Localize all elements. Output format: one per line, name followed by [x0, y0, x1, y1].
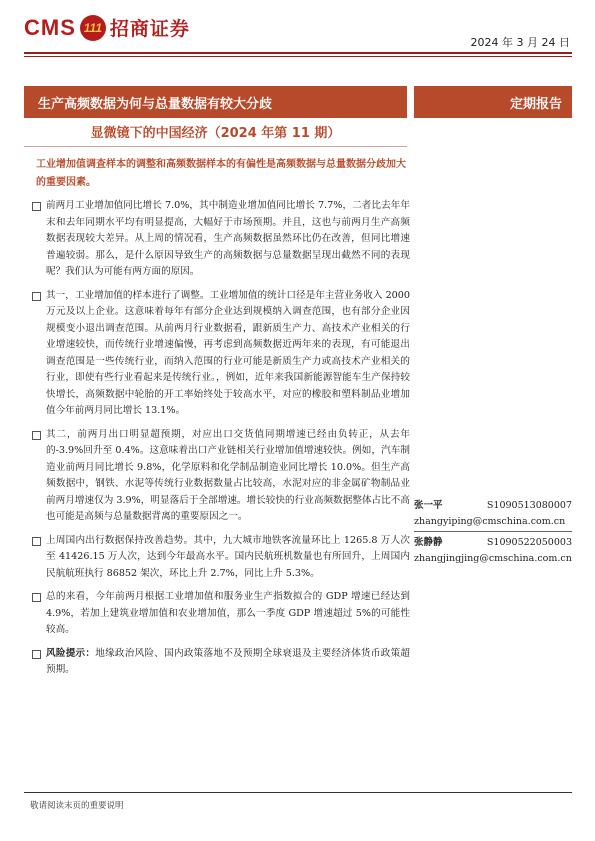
bullet-item: 总的来看，今年前两月根据工业增加值和服务业生产指数拟合的 GDP 增速已经达到 4.9%，若加上建筑业增加值和农业增加值，那么一季度 GDP 增速超过 5%的可能性较高。: [30, 589, 410, 639]
logo-cms-text: CMS: [24, 14, 76, 40]
author-email[interactable]: zhangyiping@cmschina.com.cn: [414, 515, 566, 527]
logo-company-name: 招商证券: [109, 18, 190, 40]
author-panel: [414, 498, 572, 568]
bullet-list: [30, 198, 410, 686]
subtitle-divider: [24, 146, 407, 147]
title-band: [24, 86, 407, 118]
author-license-id: S1090513080007: [486, 500, 572, 511]
author-row: [414, 498, 572, 514]
report-type-band: [414, 86, 572, 118]
author-license-id: S1090522050003: [486, 537, 572, 548]
author-divider: [414, 531, 572, 532]
bullet-item: 上周国内出行数据保持改善趋势。其中，九大城市地铁客流量环比上 1265.8 万人次至 41426.15 万人次，达到今年最高水平。国内民航班机数量也有所回升，上周国内民航航班执行 86852 架次，环比上升 2.7%，同比上升 5.3%。: [30, 533, 410, 583]
header-divider: [24, 52, 572, 54]
header-divider-thin: [24, 56, 572, 57]
risk-warning-label: 风险提示：: [46, 647, 96, 659]
bullet-item: 其二，前两月出口明显超预期，对应出口交货值同期增速已经由负转正，从去年的-3.9%回升至 0.4%。这意味着出口产业链相关行业增加值增速较快。例如，汽车制造业前两月同比增长 9.8%，化学原料和化学制品制造业同比增长 10.0%。但生产高频数据中，钢铁、水泥等传统行业数据数量占比较高，水泥对应的非金属矿物制品业前两月增速仅为 3.9%，明显落后于全部增速。增长较快的行业高频数据整体占比不高也可能是高频与总量数据背离的重要原因之一。: [30, 427, 410, 526]
report-subtitle: 显微镜下的中国经济（2024 年第 11 期）: [90, 126, 341, 141]
cms-logo: [24, 14, 190, 41]
bullet-item: 其一，工业增加值的样本进行了调整。工业增加值的统计口径是年主营业务收入 2000 万元及以上企业。这意味着每年有部分企业达到规模纳入调查范围，也有部分企业因规模变小退出调查范围。从前两月行业数据看，跟新质生产力、高技术产业相关的行业增速较快，而传统行业增速偏慢，再考虑到高频数据近两年来的表现，有可能退出调查范围是一些传统行业，而纳入范围的行业可能是新质生产力或高技术产业相关的行业，即使有些行业看起来是传统行业。，例如，近年来我国新能源智能车生产保持较快增长，高频数据中轮胎的开工率始终处于较高水平，对应的橡胶和塑料制品业增加值今年前两月同比增长 13.1%。: [30, 288, 410, 420]
report-title: 生产高频数据为何与总量数据有较大分歧: [38, 97, 273, 112]
footer-divider: [24, 792, 572, 793]
bullet-item: 前两月工业增加值同比增长 7.0%，其中制造业增加值同比增长 7.7%，二者比去年年末和去年同期水平均有明显提高，大幅好于市场预期。并且，这也与前两月生产高频数据表现较大差异。从上周的情况看，生产高频数据虽然环比仍在改善，但同比增速普遍较弱。那么，是什么原因导致生产的高频数据与总量数据呈现出截然不同的表现呢？我们认为可能有两方面的原因。: [30, 198, 410, 281]
logo-badge-icon: 111: [80, 15, 106, 41]
report-date: 2024 年 3 月 24 日: [470, 36, 570, 49]
page-header: [24, 14, 572, 54]
author-row: [414, 535, 572, 551]
report-type: 定期报告: [509, 97, 562, 112]
author-email[interactable]: zhangjingjing@cmschina.com.cn: [414, 552, 572, 564]
footer-disclaimer: 敬请阅读末页的重要说明: [30, 801, 124, 811]
author-name: 张一平: [414, 500, 443, 511]
risk-warning: 风险提示：地缘政治风险、国内政策落地不及预期全球衰退及主要经济体货币政策超预期。: [30, 646, 410, 679]
author-name: 张静静: [414, 537, 443, 548]
summary-text: 工业增加值调查样本的调整和高频数据样本的有偏性是高频数据与总量数据分歧加大的重要因素。: [36, 159, 406, 188]
